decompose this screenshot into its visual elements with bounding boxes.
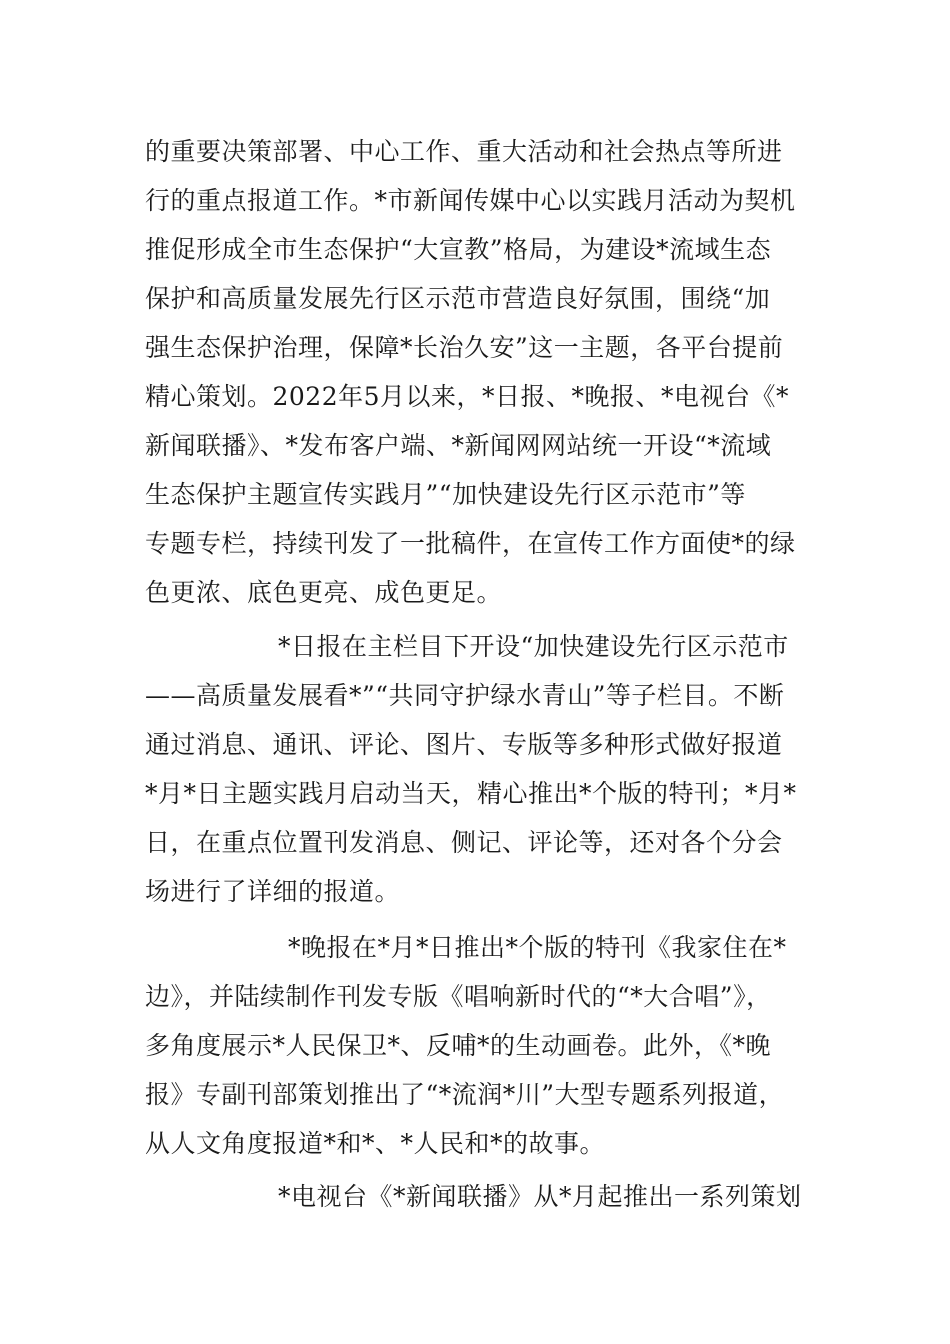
- paragraph-line: 推促形成全市生态保护“大宣教”格局，为建设*流域生态: [145, 235, 772, 264]
- paragraph-line: 生态保护主题宣传实践月”“加快建设先行区示范市”等: [145, 480, 746, 509]
- paragraph-line: 边》，并陆续制作刊发专版《唱响新时代的“*大合唱”》，: [145, 982, 772, 1011]
- paragraph-line: 日，在重点位置刊发消息、侧记、评论等，还对各个分会: [145, 828, 783, 857]
- paragraph-line: 报》专副刊部策划推出了“*流润*川”大型专题系列报道，: [145, 1080, 785, 1109]
- paragraph-line: 通过消息、通讯、评论、图片、专版等多种形式做好报道: [145, 730, 783, 759]
- paragraph-line: 从人文角度报道*和*、*人民和*的故事。: [145, 1129, 606, 1158]
- paragraph-line: 保护和高质量发展先行区示范市营造良好氛围，围绕“加: [145, 284, 771, 313]
- paragraph-first-line: *日报在主栏目下开设“加快建设先行区示范市: [278, 632, 789, 661]
- paragraph-line: 专题专栏，持续刊发了一批稿件，在宣传工作方面使*的绿: [145, 529, 796, 558]
- paragraph-line: 的重要决策部署、中心工作、重大活动和社会热点等所进: [145, 137, 783, 166]
- paragraph-line: ——高质量发展看*”“共同守护绿水青山”等子栏目。不断: [145, 681, 785, 710]
- paragraph-first-line: *电视台《*新闻联播》从*月起推出一系列策划: [278, 1182, 802, 1211]
- paragraph-line: 强生态保护治理，保障*长治久安”这一主题，各平台提前: [145, 333, 784, 362]
- paragraph-line: 精心策划。2022年5月以来，*日报、*晚报、*电视台《*: [145, 382, 790, 411]
- paragraph-line: 场进行了详细的报道。: [145, 877, 401, 906]
- paragraph-line: 多角度展示*人民保卫*、反哺*的生动画卷。此外，《*晚: [145, 1031, 772, 1060]
- paragraph-first-line: *晚报在*月*日推出*个版的特刊《我家住在*: [288, 933, 787, 962]
- paragraph-line: *月*日主题实践月启动当天，精心推出*个版的特刊；*月*: [145, 779, 797, 808]
- paragraph-line: 色更浓、底色更亮、成色更足。: [145, 578, 503, 607]
- paragraph-line: 行的重点报道工作。*市新闻传媒中心以实践月活动为契机: [145, 186, 796, 215]
- paragraph-line: 新闻联播》、*发布客户端、*新闻网网站统一开设“*流域: [145, 431, 772, 460]
